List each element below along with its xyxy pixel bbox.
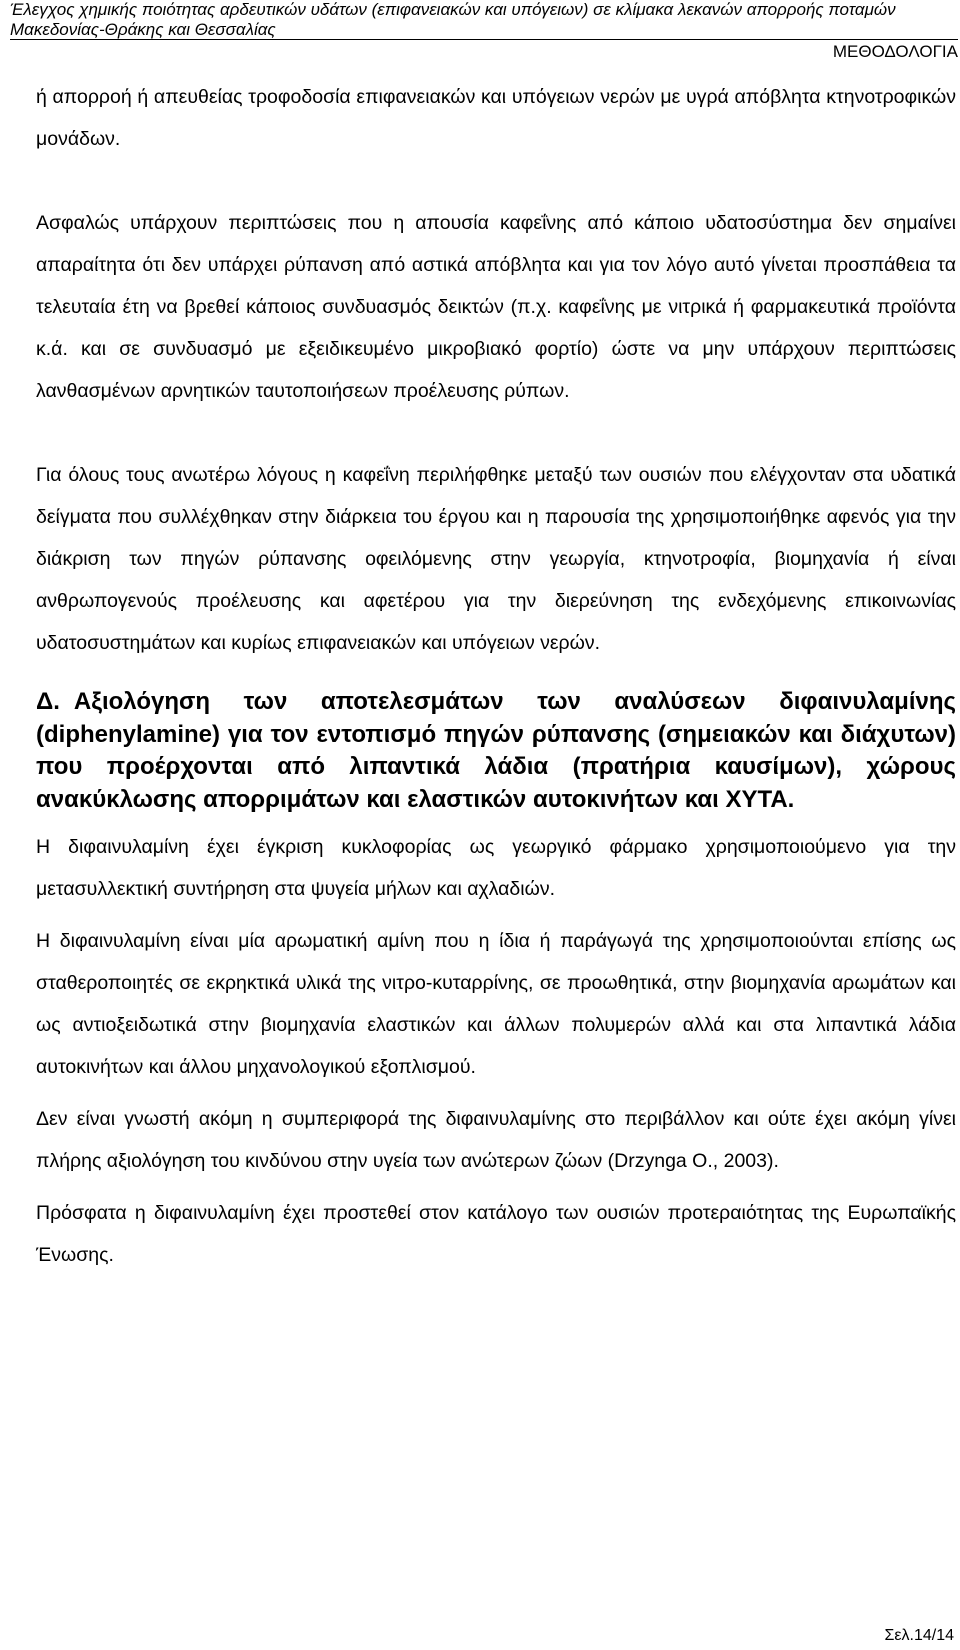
paragraph-2: Ασφαλώς υπάρχουν περιπτώσεις που η απουσία καφεΐνης από κάποιο υδατοσύστημα δεν σημαίνει απαραίτητα ότι δεν υπάρχει ρύπανση από αστικά απόβλητα και για τον λόγο αυτό γίνεται προσπάθεια τα τελευταία έτη να βρεθεί κάποιος συνδυασμός δεικτών (π.χ. καφεΐνης με νιτρικά ή φαρμακευτικά προϊόντα κ.ά. και σε συνδυασμό με εξειδικευμένο μικροβιακό φορτίο) ώστε να μην υπάρχουν περιπτώσεις λανθασμένων αρνητικών ταυτοποιήσεων προέλευσης ρύπων. (36, 212, 956, 402)
header-title-line-2: Μακεδονίας-Θράκης και Θεσσαλίας (10, 20, 276, 39)
paragraph-3: Για όλους τους ανωτέρω λόγους η καφεΐνη περιλήφθηκε μεταξύ των ουσιών που ελέγχονταν στα υδατικά δείγματα που συλλέχθηκαν στην διάρκεια του έργου και η παρουσία της χρησιμοποιήθηκε αφενός για την διάκριση των πηγών ρύπανσης οφειλόμενης στην γεωργία, κτηνοτροφία, βιομηχανία ή είναι ανθρωπογενούς προέλευσης και αφετέρου για την διερεύνηση της ενδεχόμενης επικοινωνίας υδατοσυστημάτων και κυρίως επιφανειακών και υπόγειων νερών. (36, 464, 956, 654)
section-heading-text: Αξιολόγηση των αποτελεσμάτων των αναλύσεων διφαινυλαμίνης (diphenylamine) για τον εντοπισμό πηγών ρύπανσης (σημειακών και διάχυτων) που προέρχονται από λιπαντικά λάδια (πρατήρια καυσίμων), χώρους ανακύκλωσης απορριμάτων και ελαστικών αυτοκινήτων και ΧΥΤΑ. (36, 688, 956, 813)
section-label: ΜΕΘΟΔΟΛΟΓΙΑ (832, 42, 958, 61)
header-rule (10, 39, 958, 40)
paragraph-4: Η διφαινυλαμίνη έχει έγκριση κυκλοφορίας ως γεωργικό φάρμακο χρησιμοποιούμενο για την μετασυλλεκτική συντήρηση στα ψυγεία μήλων και αχλαδιών. (36, 836, 956, 900)
paragraph-7: Πρόσφατα η διφαινυλαμίνη έχει προστεθεί στον κατάλογο των ουσιών προτεραιότητας της Ευρωπαϊκής Ένωσης. (36, 1202, 956, 1266)
paragraph-5: Η διφαινυλαμίνη είναι μία αρωματική αμίνη που η ίδια ή παράγωγά της χρησιμοποιούνται επίσης ως σταθεροποιητές σε εκρηκτικά υλικά της νιτρο-κυταρρίνης, σε προωθητικά, στην βιομηχανία αρωμάτων και ως αντιοξειδωτικά στην βιομηχανία ελαστικών και άλλων πολυμερών αλλά και στα λιπαντικά λάδια αυτοκινήτων και άλλου μηχανολογικού εξοπλισμού. (36, 930, 956, 1078)
header-title-line-1: Έλεγχος χημικής ποιότητας αρδευτικών υδάτων (επιφανειακών και υπόγειων) σε κλίμακα λεκανών απορροής ποταμών (10, 0, 896, 19)
section-heading-letter: Δ. (36, 688, 60, 715)
page-header (10, 0, 958, 61)
section-heading (36, 686, 956, 816)
paragraph-6: Δεν είναι γνωστή ακόμη η συμπεριφορά της διφαινυλαμίνης στο περιβάλλον και ούτε έχει ακόμη γίνει πλήρης αξιολόγηση του κινδύνου στην υγεία των ανώτερων ζώων (Drzynga O., 2003). (36, 1108, 956, 1172)
paragraph-1: ή απορροή ή απευθείας τροφοδοσία επιφανειακών και υπόγειων νερών με υγρά απόβλητα κτηνοτροφικών μονάδων. (36, 86, 956, 150)
page-number: Σελ.14/14 (884, 1627, 954, 1644)
document-body (36, 76, 956, 1276)
